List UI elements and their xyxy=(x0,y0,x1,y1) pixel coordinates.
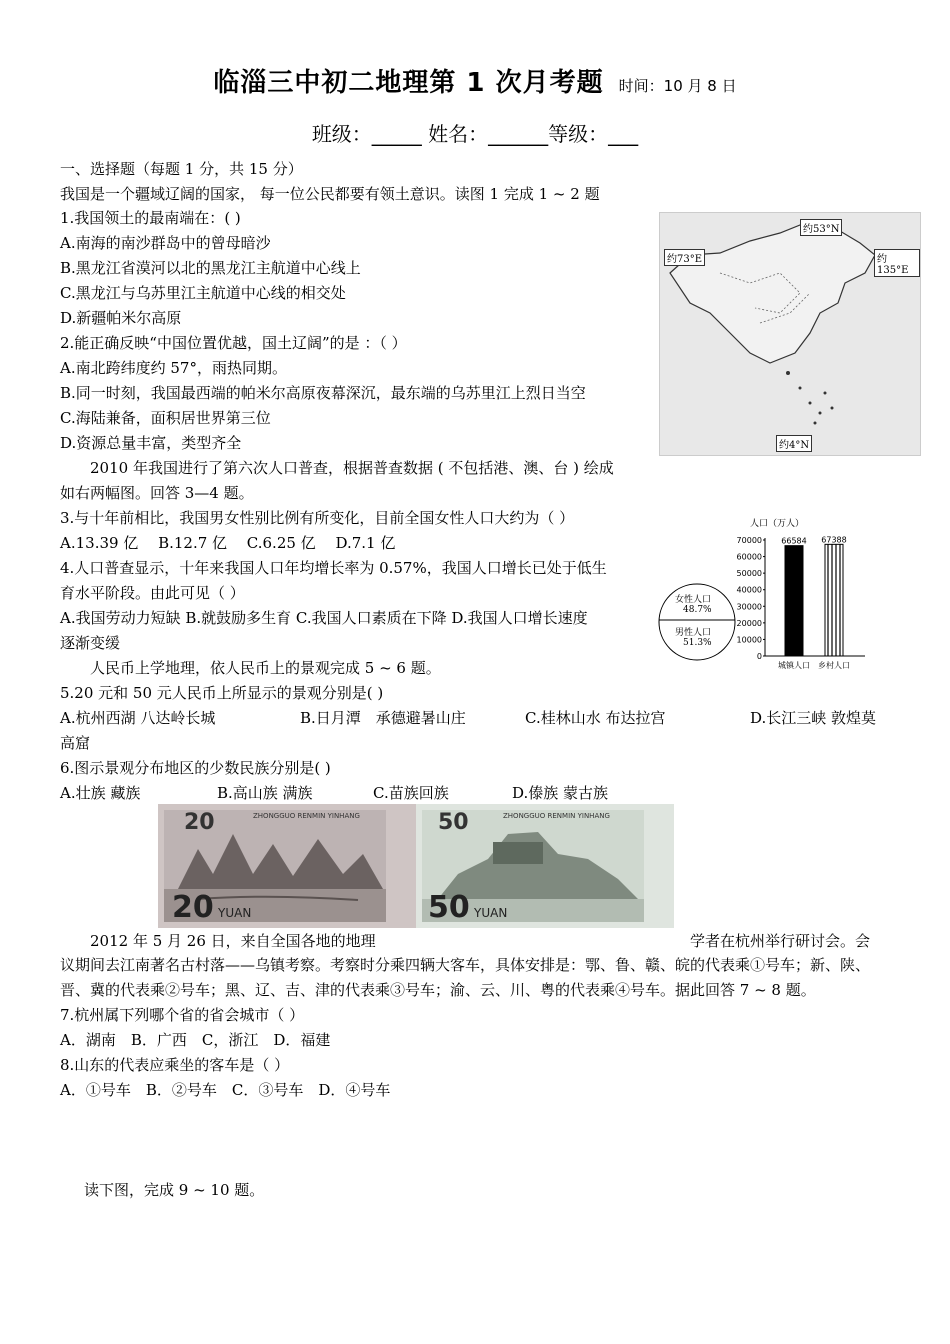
exam-title: 临淄三中初二地理第 1 次月考题 xyxy=(213,68,604,98)
q2-option-a: A.南北跨纬度约 57°，雨热同期。 xyxy=(60,359,287,377)
q5-option-a: A.杭州西湖 八达岭长城 xyxy=(60,709,216,727)
q6-option-d: D.傣族 蒙古族 xyxy=(512,784,609,802)
china-map-figure xyxy=(659,212,921,456)
q1-option-d: D.新疆帕米尔高原 xyxy=(60,309,182,327)
note20-bank-text: ZHONGGUO RENMIN YINHANG xyxy=(253,812,360,820)
intro-q3-4-line1: 2010 年我国进行了第六次人口普查，根据普查数据 ( 不包括港、澳、台 ) 绘成 xyxy=(90,459,614,477)
question-2: 2.能正确反映“中国位置优越，国土辽阔”的是 ：（ ） xyxy=(60,334,407,352)
q8-options: A．①号车 B．②号车 C．③号车 D．④号车 xyxy=(60,1081,391,1099)
q2-option-c: C.海陆兼备，面积居世界第三位 xyxy=(60,409,271,427)
q4-options-line2: 逐渐变缓 xyxy=(60,634,121,652)
q1-option-a: A.南海的南沙群岛中的曾母暗沙 xyxy=(60,234,271,252)
bar-category-label: 乡村人口 xyxy=(818,661,850,670)
intro-q5-6: 人民币上学地理，依人民币上的景观完成 5 ~ 6 题。 xyxy=(90,659,441,677)
question-8: 8.山东的代表应乘坐的客车是（ ） xyxy=(60,1056,290,1074)
bar-value-label: 67388 xyxy=(821,535,847,545)
y-tick-label: 10000 xyxy=(736,635,762,645)
page-title xyxy=(0,62,950,99)
y-tick-label: 0 xyxy=(756,652,762,661)
map-label-south: 约4°N xyxy=(776,435,812,452)
pie-female-label: 女性人口 xyxy=(675,595,712,605)
q3-options: A.13.39 亿 B.12.7 亿 C.6.25 亿 D.7.1 亿 xyxy=(60,534,396,552)
question-4-line1: 4.人口普查显示，十年来我国人口年均增长率为 0.57%，我国人口增长已处于低生 xyxy=(60,559,607,577)
q2-option-b: B.同一时刻，我国最西端的帕米尔高原夜幕深沉，最东端的乌苏里江上烈日当空 xyxy=(60,384,586,402)
q4-options-line1: A.我国劳动力短缺 B.就鼓励多生育 C.我国人口素质在下降 D.我国人口增长速度 xyxy=(60,609,588,627)
bar-value-label: 66584 xyxy=(781,536,807,546)
q5-option-b: B.日月潭 承德避暑山庄 xyxy=(300,709,466,727)
q6-option-c: C.苗族回族 xyxy=(373,784,449,802)
y-tick-label: 60000 xyxy=(736,552,762,562)
note20-yuan: YUAN xyxy=(218,906,252,920)
note50-bottom-number: 50 xyxy=(428,890,470,925)
pie-male-value: 51.3% xyxy=(683,638,712,648)
intro-q3-4-line2: 如右两幅图。回答 3—4 题。 xyxy=(60,484,254,502)
y-tick-label: 30000 xyxy=(736,602,762,612)
y-tick-label: 70000 xyxy=(736,536,762,545)
question-7: 7.杭州属下列哪个省的省会城市（ ） xyxy=(60,1006,305,1024)
exam-time: 时间：10 月 8 日 xyxy=(618,77,737,95)
banknote-figure xyxy=(158,804,674,928)
question-1: 1.我国领土的最南端在：( ) xyxy=(60,209,241,227)
q7-options: A．湖南 B．广西 C，浙江 D．福建 xyxy=(60,1031,331,1049)
question-5: 5.20 元和 50 元人民币上所显示的景观分别是( ) xyxy=(60,684,384,702)
q5-option-d-cont: 高窟 xyxy=(60,734,91,752)
intro-q1-2: 我国是一个疆域辽阔的国家， 每一位公民都要有领土意识。读图 1 完成 1 ~ 2 题 xyxy=(60,185,600,203)
y-tick-label: 50000 xyxy=(736,569,762,579)
q6-option-b: B.高山族 满族 xyxy=(217,784,313,802)
student-info-line: 班级：_____ 姓名：______等级：___ xyxy=(311,122,639,146)
note50-top-number: 50 xyxy=(438,810,469,835)
bar-rural xyxy=(825,544,843,656)
q6-option-a: A.壮族 藏族 xyxy=(60,784,141,802)
note20-top-number: 20 xyxy=(184,810,215,835)
population-figure xyxy=(655,510,915,670)
intro-q7-8-start-cont: 学者在杭州举行研讨会。会 xyxy=(690,932,871,950)
map-label-north: 约53°N xyxy=(800,219,842,236)
pie-female-value: 48.7% xyxy=(683,605,712,615)
pie-male-label: 男性人口 xyxy=(675,628,712,638)
q5-option-c: C.桂林山水 布达拉宫 xyxy=(525,709,666,727)
section-heading: 一、选择题（每题 1 分，共 15 分） xyxy=(60,160,303,178)
intro-q9-10: 读下图，完成 9 ~ 10 题。 xyxy=(84,1181,265,1199)
q1-option-c: C.黑龙江与乌苏里江主航道中心线的相交处 xyxy=(60,284,346,302)
intro-q7-8-start: 2012 年 5 月 26 日，来自全国各地的地理 xyxy=(90,932,376,950)
y-tick-label: 20000 xyxy=(736,618,762,628)
q6-options xyxy=(60,781,890,805)
question-3: 3.与十年前相比，我国男女性别比例有所变化，目前全国女性人口大约为（ ） xyxy=(60,509,575,527)
note50-yuan: YUAN xyxy=(474,906,508,920)
intro-q7-8-body: 议期间去江南著名古村落——乌镇考察。考察时分乘四辆大客车，具体安排是：鄂、鲁、赣、皖的代表乘①号车；新、陕、晋、冀的代表乘②号车；黑、辽、吉、津的代表乘③号车；渝、云、川、粤的代表乘④号车。据此回答 7 ~ 8 题。 xyxy=(60,956,871,999)
question-6: 6.图示景观分布地区的少数民族分别是( ) xyxy=(60,759,331,777)
bar-category-label: 城镇人口 xyxy=(778,661,810,670)
question-4-line2: 育水平阶段。由此可见（ ） xyxy=(60,584,245,602)
bar-chart-ylabel: 人口（万人） xyxy=(750,519,805,529)
q2-option-d: D.资源总量丰富，类型齐全 xyxy=(60,434,242,452)
bar-urban xyxy=(785,546,803,656)
q5-option-d: D.长江三峡 敦煌莫 xyxy=(750,709,877,727)
y-tick-label: 40000 xyxy=(736,585,762,595)
q1-option-b: B.黑龙江省漠河以北的黑龙江主航道中心线上 xyxy=(60,259,361,277)
map-label-west: 约73°E xyxy=(664,249,705,266)
q5-options xyxy=(60,706,890,730)
note50-bank-text: ZHONGGUO RENMIN YINHANG xyxy=(503,812,610,820)
map-label-east: 约135°E xyxy=(874,249,920,277)
note20-bottom-number: 20 xyxy=(172,890,214,925)
